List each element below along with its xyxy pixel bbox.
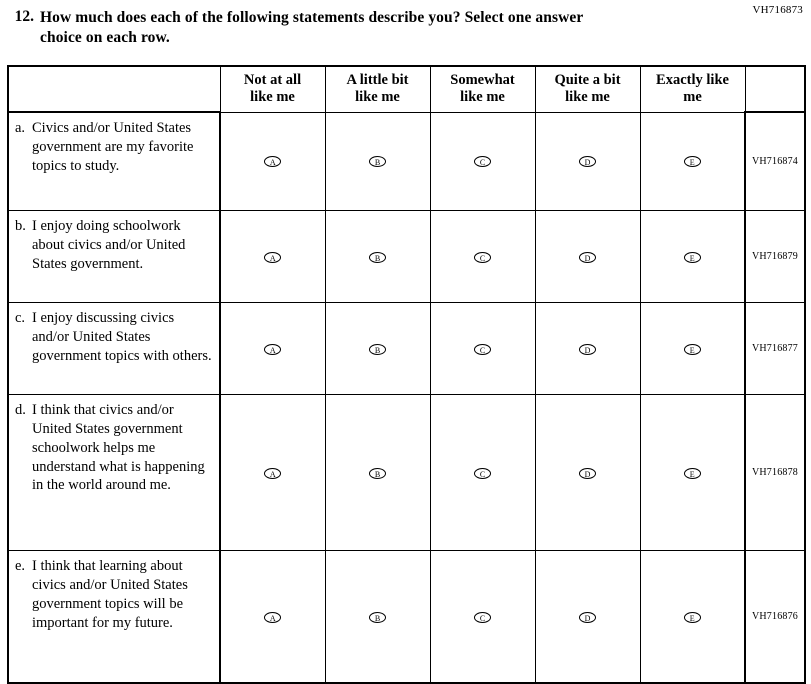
statement-letter-c: c. <box>15 310 26 326</box>
statement-text-e: I think that learning about civics and/or United States government topics will be important for my future. <box>32 558 188 631</box>
question-text-line2: choice on each row. <box>40 29 170 47</box>
statement-cell-a <box>8 112 220 211</box>
column-header-quite-a-bit <box>535 66 640 112</box>
column-header-exactly-like-me <box>640 66 745 112</box>
bubble-icon[interactable]: B <box>369 468 386 479</box>
statement-text-c: I enjoy discussing civics and/or United States government topics with others. <box>32 310 212 364</box>
statement-cell-b <box>8 211 220 303</box>
radio-b-a-little-bit[interactable] <box>325 211 430 303</box>
column-header-somewhat-top: Somewhat <box>450 72 515 89</box>
bubble-icon[interactable]: E <box>684 468 701 479</box>
bubble-icon[interactable]: E <box>684 344 701 355</box>
statement-letter-b: b. <box>15 218 26 234</box>
table-row <box>8 551 805 684</box>
radio-d-not-at-all[interactable] <box>220 395 325 551</box>
radio-e-a-little-bit[interactable] <box>325 551 430 684</box>
column-header-quite-a-bit-top: Quite a bit <box>554 72 621 89</box>
bubble-icon[interactable]: E <box>684 156 701 167</box>
radio-e-not-at-all[interactable] <box>220 551 325 684</box>
column-header-a-little-bit <box>325 66 430 112</box>
bubble-icon[interactable]: E <box>684 252 701 263</box>
bubble-icon[interactable]: B <box>369 612 386 623</box>
column-header-a-little-bit-bottom: like me <box>355 89 400 106</box>
statement-cell-c <box>8 303 220 395</box>
bubble-icon[interactable]: A <box>264 252 281 263</box>
bubble-icon[interactable]: C <box>474 612 491 623</box>
bubble-icon[interactable]: B <box>369 344 386 355</box>
question-prompt <box>12 8 752 49</box>
radio-d-a-little-bit[interactable] <box>325 395 430 551</box>
bubble-icon[interactable]: D <box>579 612 596 623</box>
table-row <box>8 395 805 551</box>
statement-cell-e <box>8 551 220 684</box>
radio-c-not-at-all[interactable] <box>220 303 325 395</box>
matrix-table <box>7 65 806 684</box>
bubble-icon[interactable]: A <box>264 468 281 479</box>
bubble-icon[interactable]: D <box>579 252 596 263</box>
radio-b-somewhat[interactable] <box>430 211 535 303</box>
table-row <box>8 112 805 211</box>
radio-e-quite-a-bit[interactable] <box>535 551 640 684</box>
column-header-a-little-bit-top: A little bit <box>346 72 409 89</box>
statement-letter-a: a. <box>15 120 26 136</box>
radio-d-quite-a-bit[interactable] <box>535 395 640 551</box>
bubble-icon[interactable]: C <box>474 252 491 263</box>
table-row <box>8 303 805 395</box>
bubble-icon[interactable]: C <box>474 344 491 355</box>
row-item-id-e: VH716876 <box>745 551 805 684</box>
radio-b-quite-a-bit[interactable] <box>535 211 640 303</box>
radio-e-exactly-like-me[interactable] <box>640 551 745 684</box>
row-item-id-b: VH716879 <box>745 211 805 303</box>
radio-a-quite-a-bit[interactable] <box>535 112 640 211</box>
row-item-id-c: VH716877 <box>745 303 805 395</box>
bubble-icon[interactable]: B <box>369 156 386 167</box>
statement-letter-d: d. <box>15 402 26 418</box>
radio-b-exactly-like-me[interactable] <box>640 211 745 303</box>
radio-a-not-at-all[interactable] <box>220 112 325 211</box>
question-text-line1: How much does each of the following statements describe you? Select one answer <box>40 9 584 26</box>
radio-c-somewhat[interactable] <box>430 303 535 395</box>
matrix-header-row <box>8 66 805 112</box>
radio-c-exactly-like-me[interactable] <box>640 303 745 395</box>
radio-c-a-little-bit[interactable] <box>325 303 430 395</box>
column-header-not-at-all-bottom: like me <box>250 89 295 106</box>
bubble-icon[interactable]: D <box>579 156 596 167</box>
radio-a-somewhat[interactable] <box>430 112 535 211</box>
bubble-icon[interactable]: A <box>264 344 281 355</box>
row-item-id-d: VH716878 <box>745 395 805 551</box>
column-header-somewhat <box>430 66 535 112</box>
id-column-header <box>745 66 805 112</box>
statement-text-d: I think that civics and/or United States government schoolwork helps me understand what is happening in the world around me. <box>32 402 205 494</box>
question-text <box>40 8 583 49</box>
column-header-somewhat-bottom: like me <box>460 89 505 106</box>
response-matrix <box>7 65 804 684</box>
bubble-icon[interactable]: D <box>579 468 596 479</box>
question-number: 12. <box>14 8 34 25</box>
statement-cell-d <box>8 395 220 551</box>
radio-b-not-at-all[interactable] <box>220 211 325 303</box>
radio-d-exactly-like-me[interactable] <box>640 395 745 551</box>
bubble-icon[interactable]: C <box>474 468 491 479</box>
bubble-icon[interactable]: B <box>369 252 386 263</box>
radio-c-quite-a-bit[interactable] <box>535 303 640 395</box>
radio-e-somewhat[interactable] <box>430 551 535 684</box>
bubble-icon[interactable]: A <box>264 156 281 167</box>
bubble-icon[interactable]: D <box>579 344 596 355</box>
statement-text-b: I enjoy doing schoolwork about civics and/or United States government. <box>32 218 186 272</box>
bubble-icon[interactable]: A <box>264 612 281 623</box>
radio-d-somewhat[interactable] <box>430 395 535 551</box>
page-item-id: VH716873 <box>752 4 803 16</box>
statement-letter-e: e. <box>15 558 26 574</box>
bubble-icon[interactable]: C <box>474 156 491 167</box>
column-header-exactly-like-me-bottom: me <box>683 89 702 106</box>
stem-column-header <box>8 66 220 112</box>
table-row <box>8 211 805 303</box>
bubble-icon[interactable]: E <box>684 612 701 623</box>
column-header-quite-a-bit-bottom: like me <box>565 89 610 106</box>
column-header-not-at-all <box>220 66 325 112</box>
radio-a-exactly-like-me[interactable] <box>640 112 745 211</box>
column-header-exactly-like-me-top: Exactly like <box>656 72 729 89</box>
statement-text-a: Civics and/or United States government are my favorite topics to study. <box>32 120 194 174</box>
radio-a-a-little-bit[interactable] <box>325 112 430 211</box>
column-header-not-at-all-top: Not at all <box>243 72 302 89</box>
row-item-id-a: VH716874 <box>745 112 805 211</box>
